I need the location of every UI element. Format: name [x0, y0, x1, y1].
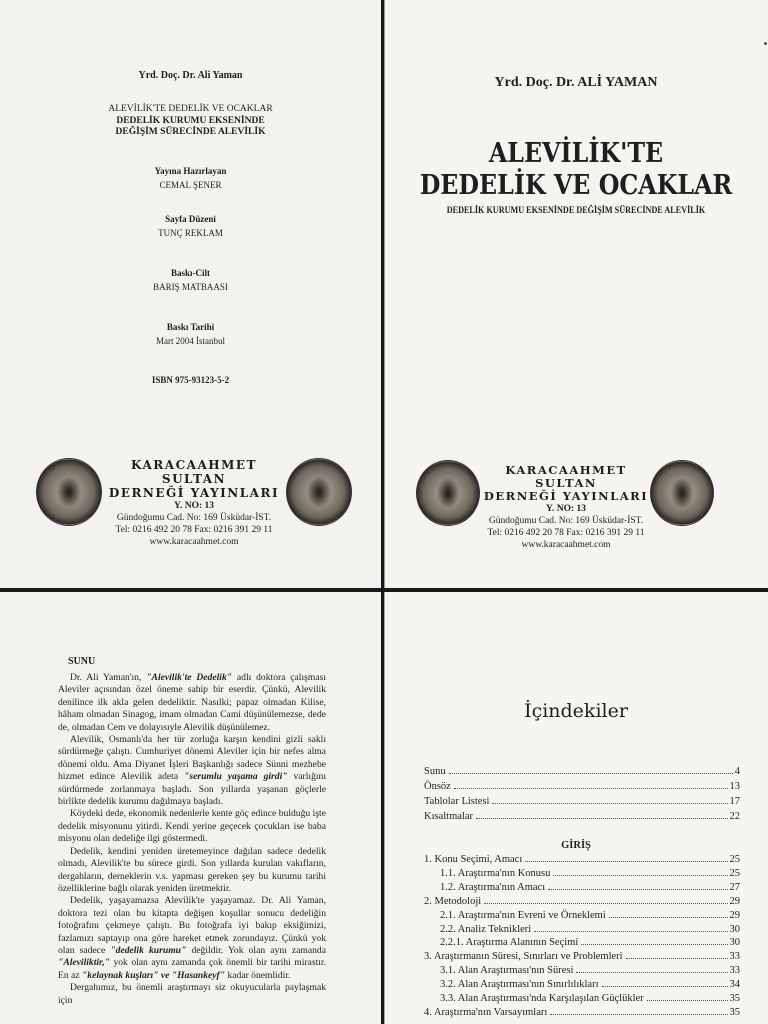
toc-entry[interactable]	[440, 937, 740, 952]
toc-page-number: 17	[729, 796, 740, 807]
paragraph-text: Dergahımız, bu önemli araştırmayı siz okuyucularla paylaşmak için	[58, 982, 326, 1006]
toc-page-number: 22	[729, 811, 740, 822]
sunu-paragraph	[58, 895, 326, 982]
credit-block	[0, 164, 381, 192]
paragraph-text: varlığını sürdürmede zorlanmaya başladı. Son yıllarda yaşanan göçlerle birlikte dedelik kurumu dağılmaya başladı.	[58, 771, 326, 808]
publisher-block	[104, 458, 284, 548]
toc-heading: İçindekiler	[524, 700, 628, 722]
emphasis-text: "Aleviliktir,"	[58, 957, 110, 969]
toc-entry-label: 2.2. Analiz Teknikleri	[440, 923, 532, 935]
toc-page-number: 25	[729, 867, 740, 879]
toc-entry-label: 1. Konu Seçimi, Amacı	[424, 854, 523, 865]
toc-page-number: 13	[729, 781, 740, 792]
toc-page-number: 4	[734, 766, 740, 777]
toc-leader-dots	[476, 817, 728, 819]
toc-leader-dots	[449, 772, 733, 774]
title-line: DEDELİK VE OCAKLAR	[419, 170, 733, 201]
speck	[764, 42, 767, 45]
toc-entry[interactable]	[440, 910, 740, 925]
toc-page-number: 34	[729, 979, 740, 991]
sunu-page	[0, 592, 381, 1024]
credit-label: Yayına Hazırlayan	[154, 166, 227, 176]
emphasis-text: "kelaynak kuşları" ve "Hasankeyf"	[81, 969, 226, 981]
toc-leader-dots	[548, 888, 727, 890]
title-line: ALEVİLİK'TE	[488, 138, 664, 169]
publisher-name: KARACAAHMET SULTAN	[505, 463, 627, 490]
title-line: DEDELİK KURUMU EKSENİNDE	[116, 115, 265, 126]
sunu-paragraph	[58, 846, 326, 896]
sunu-paragraph	[58, 982, 326, 1007]
toc-entry[interactable]	[424, 766, 740, 781]
toc-entry[interactable]	[440, 965, 740, 980]
gutter-line	[384, 592, 385, 1024]
toc-entry[interactable]	[424, 896, 740, 911]
toc-leader-dots	[534, 930, 727, 932]
paragraph-text: değildir. Yok olan aynı zamanda	[186, 944, 326, 956]
toc-leader-dots	[647, 999, 728, 1001]
credit-value: BARIŞ MATBAASI	[153, 282, 228, 292]
title-block	[0, 104, 381, 139]
toc-entry-label: 3.1. Alan Araştırması'nın Süresi	[440, 965, 574, 977]
toc-leader-dots	[492, 802, 727, 804]
credit-value: TUNÇ REKLAM	[158, 228, 223, 238]
toc-page-number: 35	[729, 993, 740, 1004]
toc-page	[384, 592, 768, 1024]
paragraph-text: kadar önemlidir.	[225, 969, 291, 981]
title	[407, 138, 745, 202]
toc-entry-label: 2.2.1. Araştırma Alanının Seçimi	[440, 937, 579, 949]
right-seal-icon	[650, 460, 714, 526]
title-line: DEĞİŞİM SÜRECİNDE ALEVİLİK	[115, 127, 266, 137]
toc-leader-dots	[484, 902, 727, 904]
paragraph-text: Dedelik, yaşayamazsa Alevilik'te yaşayamaz. Dr. Ali Yaman, doktora tezi olan bu kitapta değişen koşullar sonucu dedeliğin fotoğrafını çekmeye çalıştı. Bu fotoğrafa iyi bakıp eksiğimizi, fazlamızı saptayıp ona göre hareket etmek zorundayız. Çünkü yok olan sadece	[58, 895, 326, 956]
paragraph-text: Dedelik, kendini yeniden üretemeyince dağılan sadece dedelik olmadı, Alevilik'te bu sürece girdi. Son yıllarda kurulan vakıfların, dergahların, derneklerin v.s. yapması gereken şey bu kurumu tarihi özelliklerine bağlı olarak yeniden üretmektir.	[58, 845, 326, 894]
toc-entry[interactable]	[424, 811, 740, 826]
credit-block	[0, 212, 381, 240]
isbn: ISBN 975-93123-5-2	[151, 375, 230, 385]
toc-page-number: 30	[729, 923, 740, 935]
toc-entry-label: 4. Araştırma'nın Varsayımları	[424, 1006, 548, 1018]
toc-page-number: 29	[729, 909, 740, 921]
left-seal-icon	[416, 460, 480, 526]
toc-entry[interactable]	[440, 993, 740, 1008]
toc-leader-dots	[576, 971, 727, 973]
toc-entry[interactable]	[440, 882, 740, 897]
toc-leader-dots	[581, 943, 727, 945]
paragraph-text: Köydeki dede, ekonomik nedenlerle kente göç edince bulduğu işte dedelik misyonunu yitirdi. Kendi yerine geçecek çocukları ise baba misyonu olan dedeliğe ilgi göstermedi.	[58, 808, 326, 845]
paragraph-text: Alevilik, Osmanlı'da her tür zorluğa karşın kendini gizli saklı sürdürmeğe çalıştı. Cumhuriyet dönemi Aleviler için bir nefes alma dönemi oldu. Ama Diyanet İşleri Başkanlığı sadece Sünni mezhebe hizmet edince Alevilik adeta	[58, 734, 326, 783]
toc-section-heading: GİRİŞ	[561, 840, 591, 851]
publisher-phone: Tel: 0216 492 20 78 Fax: 0216 391 29 11	[487, 528, 645, 538]
publisher-name: DERNEĞİ YAYINLARI	[108, 486, 280, 500]
toc-page-number: 30	[729, 937, 740, 949]
toc-front-list	[424, 766, 740, 832]
toc-entry-label: Kısaltmalar	[424, 811, 473, 822]
paragraph-text: yok olan aynı zamanda çok önemli bir tarihi mirastır. En az	[58, 957, 326, 981]
author-line: Yrd. Doç. Dr. ALİ YAMAN	[494, 75, 658, 90]
section-heading: SUNU	[68, 656, 96, 667]
title-page	[384, 0, 768, 588]
publisher-number: Y. NO: 13	[545, 504, 587, 514]
publisher-name: DERNEĞİ YAYINLARI	[483, 489, 649, 503]
toc-leader-dots	[553, 874, 727, 876]
toc-page-number: 25	[729, 854, 740, 865]
publisher-name: KARACAAHMET SULTAN	[131, 458, 257, 486]
paragraph-text: adlı doktora çalışması Aleviler açısından özel öneme sahip bir eserdir. Çünkü, Alevilik denilince ilk akla gelen dedeliktir. Nasılki; papaz olmadan Kilise, hâham olmadan Sinagog, imam olmadan Cami düşünülemezse, dede de, olmadan Cem ve dolayısıyle Alevilik düşünülemez.	[58, 672, 326, 733]
toc-entry-label: 3.2. Alan Araştırması'nın Sınırlılıkları	[440, 979, 599, 991]
left-seal-icon	[36, 458, 102, 526]
toc-entry-label: 2. Metodoloji	[424, 895, 482, 907]
publisher-address: Gündoğumu Cad. No: 169 Üsküdar-İST.	[116, 513, 272, 523]
sunu-paragraph	[58, 734, 326, 808]
credit-value: Mart 2004 İstanbul	[156, 336, 225, 346]
credit-label: Baskı-Cilt	[170, 268, 210, 278]
paragraph-text: Dr. Ali Yaman'ın,	[70, 672, 147, 683]
toc-page-number: 29	[729, 895, 740, 907]
emphasis-text: "Alevilik'te Dedelik"	[146, 672, 233, 683]
toc-entry-label: Sunu	[424, 766, 446, 777]
toc-leader-dots	[550, 1013, 727, 1015]
toc-entry[interactable]	[424, 854, 740, 869]
toc-entry-label: 1.1. Araştırma'nın Konusu	[440, 867, 551, 879]
credit-block	[0, 320, 381, 348]
author-line: Yrd. Doç. Dr. Ali Yaman	[138, 70, 243, 81]
sunu-text	[58, 672, 326, 1007]
toc-entry[interactable]	[424, 781, 740, 796]
toc-entry[interactable]	[424, 1007, 740, 1022]
toc-page-number: 33	[729, 951, 740, 963]
credit-label: Baskı Tarihi	[166, 322, 215, 332]
sunu-paragraph	[58, 808, 326, 845]
toc-leader-dots	[454, 787, 728, 789]
publisher-web: www.karacaahmet.com	[149, 537, 239, 547]
toc-entry[interactable]	[440, 924, 740, 939]
toc-entry[interactable]	[424, 951, 740, 966]
publisher-block	[478, 464, 654, 551]
toc-leader-dots	[525, 860, 727, 862]
toc-leader-dots	[609, 916, 728, 918]
toc-entry[interactable]	[440, 868, 740, 883]
emphasis-text: "dedelik kurumu"	[110, 944, 187, 956]
publisher-phone: Tel: 0216 492 20 78 Fax: 0216 391 29 11	[115, 525, 273, 535]
sunu-paragraph	[58, 672, 326, 734]
toc-entry[interactable]	[440, 979, 740, 994]
subtitle: DEDELİK KURUMU EKSENİNDE DEĞİŞİM SÜRECİNDE ALEVİLİK	[446, 206, 706, 216]
right-seal-icon	[286, 458, 352, 526]
emphasis-text: "serumlu yaşama girdi"	[184, 771, 288, 783]
toc-page-number: 33	[729, 965, 740, 977]
title-line: ALEVİLİK'TE DEDELİK VE OCAKLAR	[108, 104, 273, 114]
toc-entry-label: 1.2. Araştırma'nın Amacı	[440, 881, 546, 893]
toc-page-number: 27	[729, 881, 740, 893]
toc-entry-label: 2.1. Araştırma'nın Evreni ve Örneklemi	[440, 909, 606, 921]
toc-entry-label: Tablolar Listesi	[424, 796, 490, 807]
toc-leader-dots	[626, 957, 728, 959]
toc-entry-label: 3. Araştırmanın Süresi, Sınırları ve Problemleri	[424, 951, 623, 963]
toc-entry-label: Önsöz	[424, 781, 451, 792]
publisher-address: Gündoğumu Cad. No: 169 Üsküdar-İST.	[488, 516, 644, 526]
credit-label: Sayfa Düzeni	[165, 214, 216, 224]
toc-entry-list	[424, 854, 740, 1024]
publisher-number: Y. NO: 13	[173, 501, 215, 511]
publisher-web: www.karacaahmet.com	[521, 540, 611, 550]
credit-block	[0, 266, 381, 294]
copyright-page	[0, 0, 381, 588]
toc-page-number: 35	[729, 1006, 740, 1018]
toc-entry[interactable]	[424, 796, 740, 811]
toc-entry-label: 3.3. Alan Araştırması'nda Karşılaşılan Güçlükler	[440, 993, 644, 1004]
credit-value: CEMAL ŞENER	[159, 180, 222, 190]
toc-leader-dots	[602, 985, 728, 987]
